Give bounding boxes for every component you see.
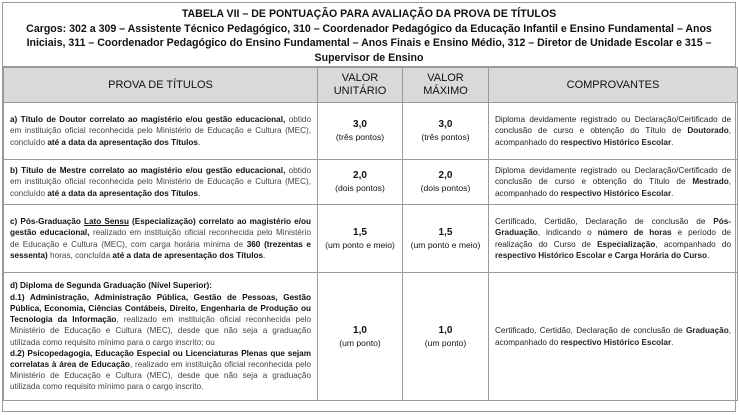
comp-part: , acompanhado do: [655, 239, 731, 249]
comp-bold: Graduação: [685, 326, 729, 336]
desc-bold-2: até a data da apresentação dos Títulos: [47, 137, 198, 147]
unit-text: (um ponto): [339, 337, 381, 348]
comp-bold: número de horas: [597, 228, 672, 238]
comp-part: Certificado, Certidão, Declaração de conclusão de: [495, 326, 686, 336]
table-subtitle: Cargos: 302 a 309 – Assistente Técnico Pedagógico, 310 – Coordenador Pedagógico da Educação Infantil e Ensino Fundamental – Anos Iniciais, 311 – Coordenador Pedagógico do Ensino Fundamental – Anos Finais e Ensino Médio, 312 – Diretor de Unidade Escolar e 315 – Supervisor de Ensino: [26, 22, 712, 64]
row-c-unit-value: [318, 205, 403, 273]
header-maximo: VALOR MÁXIMO: [403, 68, 489, 103]
unit-text: (um ponto e meio): [325, 239, 395, 250]
desc-bold: a) Título de Doutor correlato ao magistério e/ou gestão educacional,: [10, 115, 286, 125]
desc-bold-3: até a data de apresentação dos Títulos: [112, 250, 264, 260]
desc-bold-2: até a data da apresentação dos Títulos: [47, 188, 198, 198]
comp-bold: Especialização: [597, 239, 656, 249]
comp-part: .: [707, 250, 710, 260]
desc-normal-3: horas, concluída: [47, 250, 113, 260]
comp-bold: respectivo Histórico Escolar e Carga Horária do Curso: [495, 250, 708, 260]
comp-part: e período de realização do Curso de: [495, 228, 731, 249]
d2-bold: d.2) Psicopedagogia, Educação Especial ou Licenciaturas Plenas que sejam correlatas à área de Educação: [10, 348, 311, 369]
comp-part: , acompanhado do: [495, 326, 731, 347]
comp-part: Certificado, Certidão, Declaração de conclusão de: [495, 217, 714, 227]
comp-part: Diploma devidamente registrado ou Declaração/Certificado de conclusão de curso e obtenção do Título de: [495, 166, 731, 187]
row-d-max-value: [403, 273, 489, 401]
titles-table-sheet: [2, 2, 736, 412]
unit-number: 3,0: [353, 119, 367, 130]
row-b-description: [4, 160, 318, 205]
desc-normal: obtido em instituição oficial reconhecida pelo Ministério de Educação e Cultura (MEC), concluído: [10, 115, 311, 147]
comp-part: .: [671, 137, 674, 147]
row-b-unit-value: [318, 160, 403, 205]
row-c-description: [4, 205, 318, 273]
desc-bold: c) Pós-Graduação: [10, 217, 84, 227]
unit-number: 1,5: [353, 226, 367, 238]
unit-text: (três pontos): [335, 132, 385, 142]
header-comprovantes: COMPROVANTES: [489, 68, 738, 103]
table-caption: [3, 3, 735, 67]
desc-normal: realizado em instituição oficial reconhecida pelo Ministério de Educação e Cultura (MEC), com carga horária mínima de: [10, 228, 311, 249]
table-title: TABELA VII – DE PONTUAÇÃO PARA AVALIAÇÃO DA PROVA DE TÍTULOS: [181, 8, 557, 20]
header-row: [4, 68, 738, 103]
max-text: (três pontos): [421, 132, 470, 142]
d1-normal: , realizado em instituição oficial reconhecida pelo Ministério de Educação e Cultura (MEC), desde que não seja a graduação utilizada como requisito mínimo para o cargo inscrito; ou: [10, 315, 312, 347]
d2-normal: , realizado em instituição oficial reconhecida pelo Ministério de Educação e Cultura (MEC), desde que não seja a graduação utilizada como requisito mínimo para o cargo inscrito.: [10, 359, 311, 392]
comp-bold: Pós-Graduação: [495, 217, 731, 238]
row-a-description: [4, 103, 318, 160]
max-text: (dois pontos): [420, 183, 471, 193]
comp-bold: Doutorado: [687, 126, 729, 136]
desc-normal: obtido em instituição oficial reconhecida pelo Ministério de Educação e Cultura (MEC), concluído: [10, 166, 311, 198]
row-d-description: [4, 273, 318, 401]
desc-bold: (Especialização) correlato ao magistério e/ou gestão educacional,: [10, 217, 311, 238]
max-number: 3,0: [438, 119, 453, 130]
row-c-max-value: [403, 205, 489, 273]
comp-bold: respectivo Histórico Escolar: [560, 188, 672, 198]
table-row: [4, 273, 738, 401]
unit-number: 1,0: [353, 324, 367, 336]
row-a-unit-value: [318, 103, 403, 160]
max-text: (um ponto e meio): [410, 239, 481, 250]
comp-part: Diploma devidamente registrado ou Declaração/Certificado de conclusão de curso e obtenção do Título de: [495, 115, 731, 136]
comp-part: .: [671, 188, 674, 198]
d2-item: [10, 348, 311, 393]
comp-bold: respectivo Histórico Escolar: [560, 337, 672, 347]
row-a-max-value: [403, 103, 489, 160]
unit-number: 2,0: [353, 170, 367, 181]
desc-end: .: [263, 250, 266, 260]
table-row: [4, 160, 738, 205]
d1-item: [10, 292, 311, 348]
comp-bold: respectivo Histórico Escolar: [560, 137, 672, 147]
max-number: 2,0: [438, 170, 453, 181]
row-b-max-value: [403, 160, 489, 205]
comp-bold: Mestrado: [692, 177, 729, 187]
d1-bold: d.1) Administração, Administração Pública, Gestão de Pessoas, Gestão Pública, Economia, Ciências Contábeis, Direito, Engenharia de Produção ou Tecnologia da Informação: [10, 292, 311, 325]
scoring-table: [3, 67, 738, 401]
header-unitario: VALOR UNITÁRIO: [318, 68, 403, 103]
desc-end: .: [197, 137, 201, 147]
max-text: (um ponto): [424, 337, 467, 348]
d-title: d) Diploma de Segunda Graduação (Nível Superior):: [10, 281, 212, 291]
row-d-unit-value: [318, 273, 403, 401]
table-row: [4, 103, 738, 160]
max-number: 1,0: [438, 324, 453, 336]
comp-part: .: [671, 337, 674, 347]
row-a-comprovantes: [489, 103, 738, 160]
comp-part: , acompanhado do: [495, 126, 731, 147]
desc-bold-2: 360: [246, 239, 261, 249]
header-prova: PROVA DE TÍTULOS: [4, 68, 318, 103]
desc-underlined: Lato Sensu: [84, 217, 129, 227]
comp-part: , indicando o: [537, 228, 598, 238]
desc-normal-2: (trezentas e sessenta): [10, 239, 311, 260]
row-d-comprovantes: [489, 273, 738, 401]
row-b-comprovantes: [489, 160, 738, 205]
unit-text: (dois pontos): [335, 183, 385, 193]
comp-part: , acompanhado do: [495, 177, 731, 198]
table-row: [4, 205, 738, 273]
desc-end: .: [197, 188, 201, 198]
row-c-comprovantes: [489, 205, 738, 273]
desc-bold: b) Título de Mestre correlato ao magistério e/ou gestão educacional,: [10, 166, 286, 176]
max-number: 1,5: [438, 226, 453, 238]
